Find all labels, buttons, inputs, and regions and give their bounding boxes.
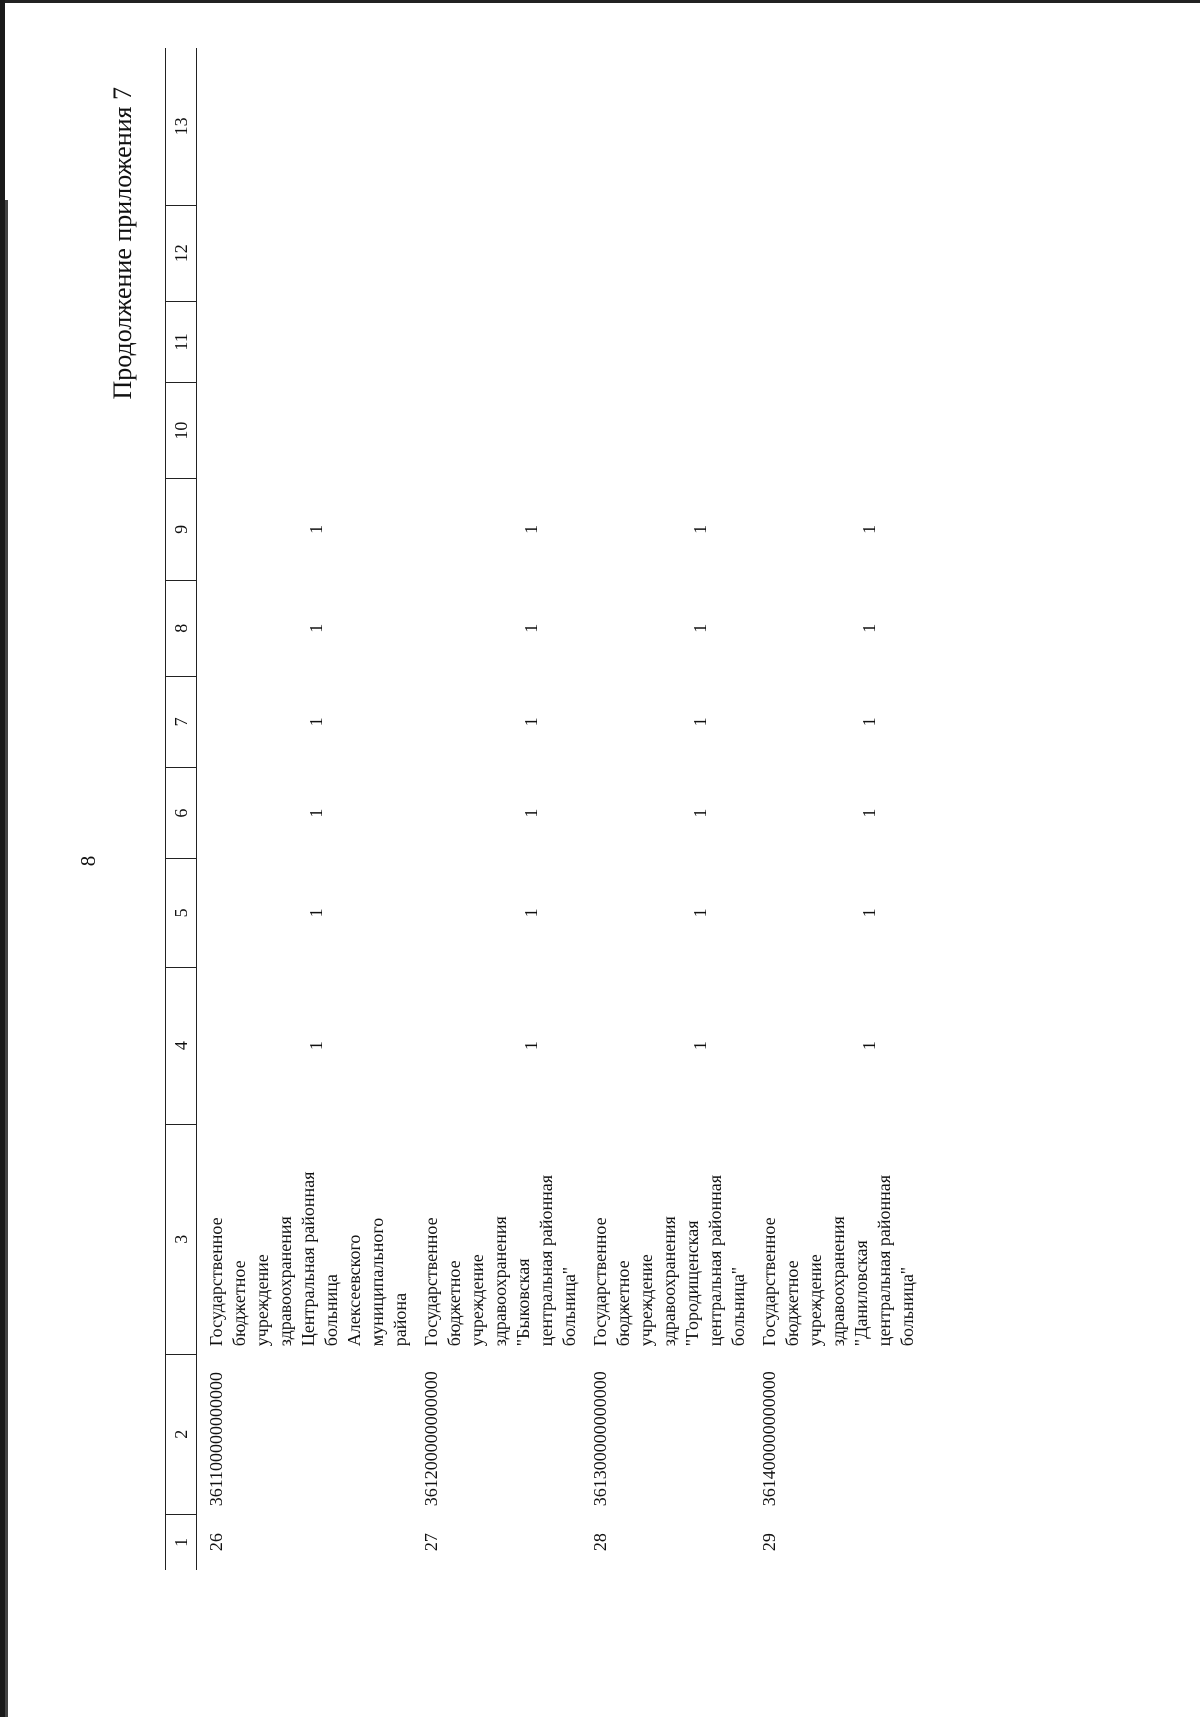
table-row (581, 48, 750, 1570)
row-number: 27 (421, 1533, 441, 1552)
row-value-col4: 1 (690, 1041, 710, 1051)
appendix-note: Продолжение приложения 7 (108, 87, 137, 400)
row-value-col8: 1 (306, 623, 326, 633)
column-header: 4 (166, 967, 197, 1124)
row-institution-name: Государственное бюджетное учреждение здравоохранения "Быковская центральная районная больница" (421, 1174, 579, 1347)
row-value-col9: 1 (521, 524, 541, 534)
page-number: 8 (76, 855, 100, 867)
row-value-col12 (412, 205, 581, 301)
column-header: 1 (166, 1514, 197, 1570)
row-value-col12 (581, 205, 750, 301)
row-value-col8: 1 (859, 623, 879, 633)
row-value-col11 (197, 301, 413, 382)
row-value-col5: 1 (690, 908, 710, 918)
column-header: 9 (166, 479, 197, 580)
column-header: 12 (166, 205, 197, 301)
row-value-col13 (412, 48, 581, 205)
row-value-col5: 1 (306, 908, 326, 918)
row-value-col10 (412, 382, 581, 478)
column-header: 10 (166, 382, 197, 478)
row-value-col7: 1 (859, 717, 879, 727)
row-number: 26 (206, 1533, 226, 1552)
row-value-col6: 1 (690, 808, 710, 818)
column-header: 8 (166, 580, 197, 676)
row-value-col12 (750, 205, 919, 301)
row-value-col8: 1 (521, 623, 541, 633)
header-row (166, 48, 197, 1570)
row-value-col9: 1 (859, 524, 879, 534)
row-value-col6: 1 (521, 808, 541, 818)
row-value-col5: 1 (859, 908, 879, 918)
row-institution-name: Государственное бюджетное учреждение здравоохранения Центральная районная больница Алексеевского муниципального района (206, 1171, 410, 1347)
row-code: 361400000000000 (759, 1371, 779, 1507)
row-institution-name: Государственное бюджетное учреждение здравоохранения "Даниловская центральная районная больница" (759, 1174, 917, 1347)
row-value-col13 (197, 48, 413, 205)
table-row (197, 48, 413, 1570)
column-header: 3 (166, 1124, 197, 1354)
row-code: 361200000000000 (421, 1371, 441, 1507)
column-header: 2 (166, 1354, 197, 1514)
row-value-col13 (750, 48, 919, 205)
row-value-col8: 1 (690, 623, 710, 633)
row-value-col10 (197, 382, 413, 478)
row-value-col4: 1 (306, 1041, 326, 1051)
column-header: 5 (166, 859, 197, 967)
row-value-col7: 1 (521, 717, 541, 727)
row-value-col7: 1 (690, 717, 710, 727)
column-header: 7 (166, 676, 197, 767)
row-value-col5: 1 (521, 908, 541, 918)
row-value-col6: 1 (859, 808, 879, 818)
row-value-col11 (581, 301, 750, 382)
row-value-col10 (581, 382, 750, 478)
row-value-col9: 1 (690, 524, 710, 534)
row-value-col13 (581, 48, 750, 205)
column-header: 13 (166, 48, 197, 205)
row-value-col11 (750, 301, 919, 382)
row-number: 29 (759, 1533, 779, 1552)
row-value-col12 (197, 205, 413, 301)
row-value-col10 (750, 382, 919, 478)
column-header: 6 (166, 768, 197, 859)
row-value-col4: 1 (859, 1041, 879, 1051)
row-value-col7: 1 (306, 717, 326, 727)
row-institution-name: Государственное бюджетное учреждение здравоохранения "Городищенская центральная районная больница" (590, 1174, 748, 1347)
column-header: 11 (166, 301, 197, 382)
table-row (750, 48, 919, 1570)
row-code: 361300000000000 (590, 1371, 610, 1507)
data-table (165, 48, 919, 1570)
row-value-col11 (412, 301, 581, 382)
row-value-col9: 1 (306, 524, 326, 534)
row-number: 28 (590, 1533, 610, 1552)
row-value-col6: 1 (306, 808, 326, 818)
row-code: 361100000000000 (206, 1371, 226, 1507)
table-row (412, 48, 581, 1570)
row-value-col4: 1 (521, 1041, 541, 1051)
